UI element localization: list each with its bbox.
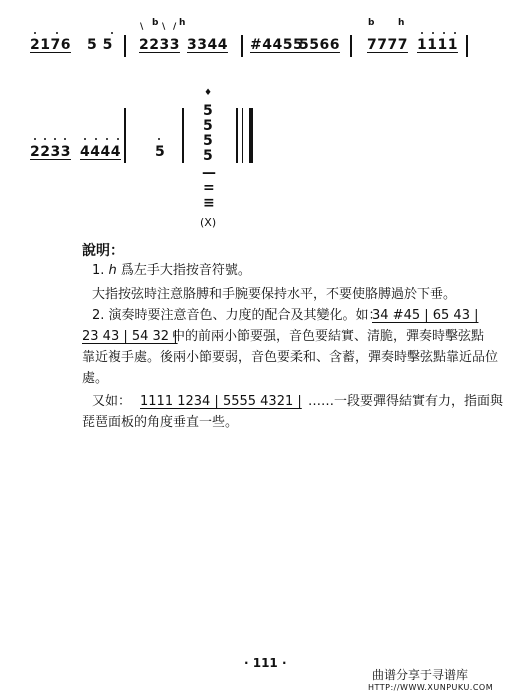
ornament-mark: / — [173, 22, 177, 32]
chord-note: 5 — [203, 133, 214, 149]
final-barline — [242, 108, 253, 163]
note-group: 5 — [155, 144, 166, 160]
note-group: 5566 — [299, 37, 340, 53]
note-group: 3344 — [187, 37, 228, 53]
chord-note: 5 — [203, 103, 214, 119]
note-group: 4444 — [80, 144, 121, 160]
chord-label: (X) — [200, 216, 217, 229]
note-group: 2233 — [139, 37, 180, 53]
chord-note: 5 — [203, 148, 214, 164]
note-paragraph: 處。 — [82, 371, 109, 386]
barline — [241, 35, 243, 57]
ornament-mark: h — [179, 18, 186, 28]
watermark-title: 曲谱分享于寻谱库 — [372, 668, 469, 682]
note-group: 1111 — [417, 37, 458, 53]
octave-dot — [421, 32, 423, 34]
barline — [124, 35, 126, 57]
ornament-mark: b — [152, 18, 159, 28]
barline — [466, 35, 468, 57]
octave-dot — [106, 138, 108, 140]
octave-dot — [54, 138, 56, 140]
note-group: 5 5 — [87, 37, 113, 53]
chord-mark: = — [203, 180, 216, 196]
chord-note: 5 — [203, 118, 214, 134]
ornament-mark: b — [368, 18, 375, 28]
ornament-mark: \ — [162, 22, 166, 32]
note-paragraph: 中的前兩小節要强，音色要結實、清脆，彈奏時擊弦點 — [172, 329, 485, 344]
note-paragraph: 琵琶面板的角度垂直一些。 — [82, 415, 239, 430]
jianpu-example: 23 43 | 54 32 | — [82, 329, 178, 344]
barline — [350, 35, 352, 57]
ornament-mark: h — [398, 18, 405, 28]
jianpu-example: 1111 1234 | 5555 4321 | — [140, 394, 302, 409]
note-paragraph: 2. 演奏時要注意音色、力度的配合及其變化。如： — [92, 308, 382, 323]
octave-dot — [95, 138, 97, 140]
barline — [182, 108, 184, 163]
note-group: 2233 — [30, 144, 71, 160]
chord-mark: ≡ — [203, 195, 216, 211]
sharp-sign: ♦ — [204, 88, 213, 98]
note-group: 7777 — [367, 37, 408, 53]
octave-dot — [117, 138, 119, 140]
octave-dot — [443, 32, 445, 34]
octave-dot — [158, 138, 160, 140]
octave-dot — [34, 138, 36, 140]
octave-dot — [432, 32, 434, 34]
octave-dot — [64, 138, 66, 140]
note-group: 2176 — [30, 37, 71, 53]
note-paragraph: 1. ℎ 爲左手大指按音符號。 — [92, 263, 251, 278]
note-paragraph: 大指按弦時注意胳膊和手腕要保持水平，不要使胳膊過於下垂。 — [92, 287, 457, 302]
octave-dot — [454, 32, 456, 34]
barline — [124, 108, 126, 163]
ornament-mark: \ — [140, 22, 144, 32]
barline — [236, 108, 238, 163]
note-paragraph: 又如： — [92, 394, 132, 409]
chord-mark: — — [202, 165, 217, 181]
octave-dot — [34, 32, 36, 34]
octave-dot — [44, 138, 46, 140]
note-paragraph: 靠近複手處。後兩小節要弱，音色要柔和、含蓄，彈奏時擊弦點靠近品位 — [82, 350, 499, 365]
page-number: · 111 · — [244, 656, 287, 670]
note-paragraph: ……一段要彈得結實有力，指面與 — [308, 394, 504, 409]
octave-dot — [56, 32, 58, 34]
octave-dot — [84, 138, 86, 140]
note-group: #4455 — [250, 37, 304, 53]
jianpu-example: 34 #45 | 65 43 | — [372, 308, 479, 323]
notes-heading: 說明： — [82, 243, 124, 259]
watermark-url: HTTP://WWW.XUNPUKU.COM — [368, 683, 494, 692]
octave-dot — [111, 32, 113, 34]
